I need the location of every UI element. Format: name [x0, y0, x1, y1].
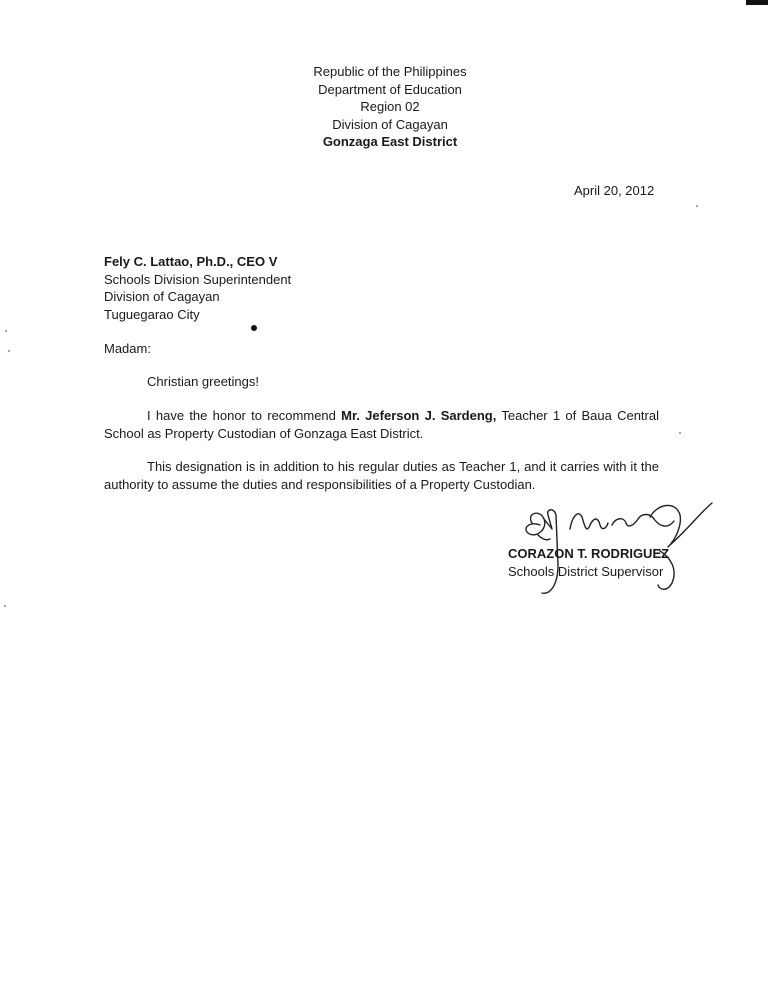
letterhead-division: Division of Cagayan [332, 116, 448, 132]
designation-text: This designation is in addition to his regular duties as Teacher 1, and it carries with it the authority to assume the duties and responsibilities of a Property Custodian. [104, 459, 659, 492]
recommended-person-name: Mr. Jeferson J. Sardeng, [341, 408, 497, 423]
scan-corner-mark [746, 0, 768, 5]
signatory-name: CORAZON T. RODRIGUEZ [508, 546, 670, 561]
greeting: Christian greetings! [147, 374, 259, 389]
scan-speck [696, 205, 698, 207]
scan-speck [679, 432, 681, 434]
paragraph-text-after: Teacher 1 of Baua Central School as Property Custodian of Gonzaga East District. [104, 408, 659, 441]
letterhead [240, 63, 540, 151]
letterhead-republic: Republic of the Philippines [313, 64, 467, 79]
addressee-division: Division of Cagayan [104, 289, 220, 304]
letterhead-district: Gonzaga East District [322, 134, 458, 149]
addressee-block [104, 253, 291, 323]
addressee-name: Fely C. Lattao, Ph.D., CEO V [104, 254, 278, 269]
signatory-title: Schools District Supervisor [508, 564, 664, 579]
addressee-title: Schools Division Superintendent [104, 271, 292, 287]
letter-date: April 20, 2012 [574, 183, 655, 198]
designation-paragraph [104, 458, 659, 494]
scan-speck [5, 330, 7, 332]
letterhead-region: Region 02 [360, 99, 420, 114]
ink-dot [251, 325, 257, 331]
scan-speck [8, 350, 10, 352]
handwritten-signature [500, 495, 715, 605]
letterhead-department: Department of Education [318, 81, 462, 97]
salutation: Madam: [104, 341, 151, 356]
paragraph-text-before: I have the honor to recommend [147, 408, 342, 423]
addressee-city: Tuguegarao City [104, 306, 200, 322]
scan-speck [4, 605, 6, 607]
recommendation-paragraph [104, 407, 659, 443]
